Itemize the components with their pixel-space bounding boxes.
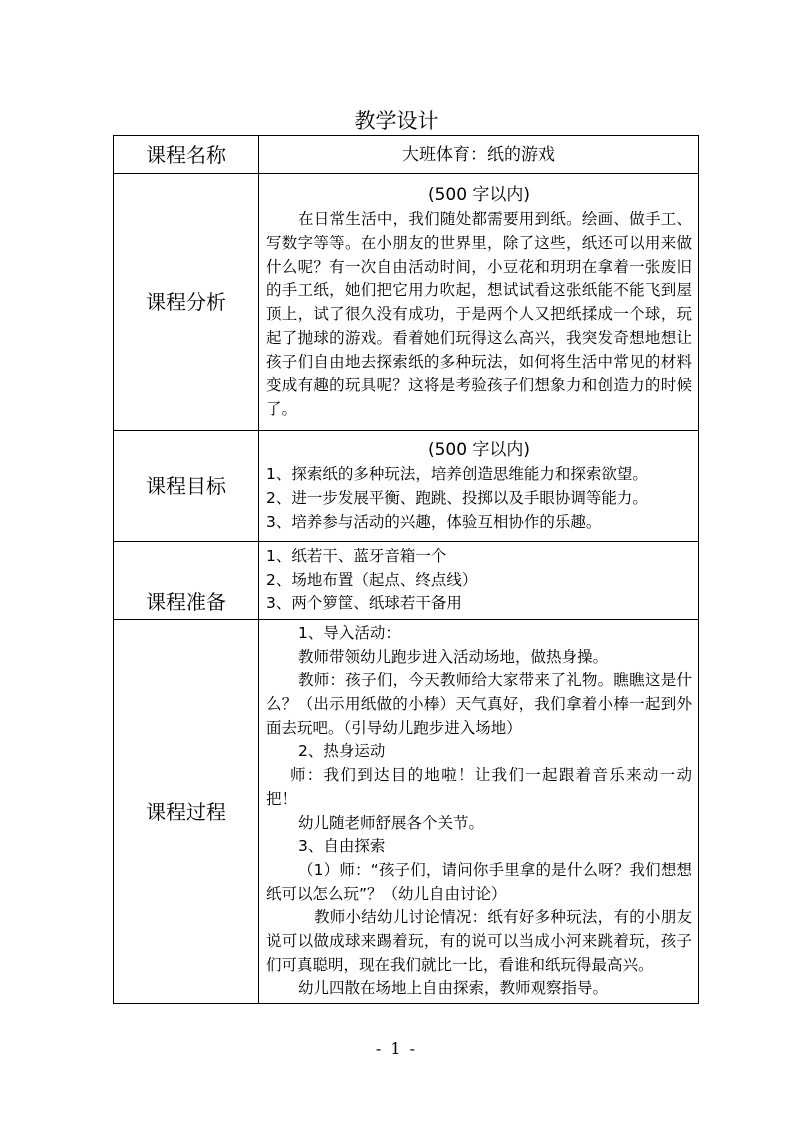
process-line: 幼儿随老师舒展各个关节。: [298, 813, 485, 832]
goal-item: 1、探索纸的多种玩法，培养创造思维能力和探索欲望。: [266, 465, 648, 484]
goals-word-limit: (500 字以内): [427, 440, 531, 461]
course-name-label: 课程名称: [114, 136, 259, 174]
row-course-analysis: [114, 174, 699, 431]
analysis-word-limit: (500 字以内): [427, 185, 531, 206]
course-prep-cell: [259, 542, 699, 620]
process-line: （1）师：“孩子们，请问你手里拿的是什么呀？我们想想纸可以怎么玩”？（幼儿自由讨论）: [266, 860, 692, 903]
course-goals-cell: [259, 431, 699, 542]
course-prep-label: [114, 542, 259, 620]
course-name-text: 大班体育：纸的游戏: [402, 144, 555, 165]
lesson-plan-table: [113, 135, 699, 1004]
prep-item: 2、场地布置（起点、终点线）: [266, 570, 478, 589]
process-line: 教师小结幼儿讨论情况：纸有好多种玩法，有的小朋友说可以做成球来踢着玩，有的说可以当成小河来跳着玩，孩子们可真聪明，现在我们就比一比，看谁和纸玩得最高兴。: [266, 908, 692, 974]
process-heading: 2、热身运动: [298, 742, 386, 761]
document-title: 教学设计: [354, 109, 439, 133]
process-line: 幼儿四散在场地上自由探索，教师观察指导。: [298, 979, 609, 998]
course-prep-label-text: 课程准备: [146, 590, 226, 614]
row-course-name: [114, 136, 699, 174]
process-heading: 1、导入活动：: [298, 623, 401, 642]
course-analysis-label: 课程分析: [114, 174, 259, 431]
process-line: 师：我们到达目的地啦！让我们一起跟着音乐来动一动把！: [266, 766, 692, 808]
row-course-prep: [114, 542, 699, 620]
course-name-value: [259, 136, 699, 174]
page-number: - 1 -: [375, 1039, 418, 1058]
process-line: 教师：孩子们，今天教师给大家带来了礼物。瞧瞧这是什么？（出示用纸做的小棒）天气真好，我们拿着小棒一起到外面去玩吧。（引导幼儿跑步进入场地）: [266, 671, 692, 737]
goal-item: 3、培养参与活动的兴趣，体验互相协作的乐趣。: [266, 512, 602, 531]
prep-item: 3、两个箩筐、纸球若干备用: [266, 594, 462, 613]
row-course-process: [114, 620, 699, 1004]
course-goals-label: 课程目标: [114, 431, 259, 542]
process-line: 教师带领幼儿跑步进入活动场地，做热身操。: [298, 647, 609, 666]
goal-item: 2、进一步发展平衡、跑跳、投掷以及手眼协调等能力。: [266, 489, 648, 508]
process-heading: 3、自由探索: [298, 837, 386, 856]
analysis-paragraph: 在日常生活中，我们随处都需要用到纸。绘画、做手工、写数字等等。在小朋友的世界里，除了这些，纸还可以用来做什么呢？有一次自由活动时间，小豆花和玥玥在拿着一张废旧的手工纸，她们把它用力吹起，想试试看这张纸能不能飞到屋顶上，试了很久没有成功，于是两个人又把纸揉成一个球，玩起了抛球的游戏。看着她们玩得这么高兴，我突发奇想地想让孩子们自由地去探索纸的多种玩法，如何将生活中常见的材料变成有趣的玩具呢？这将是考验孩子们想象力和创造力的时候了。: [266, 210, 692, 418]
course-process-cell: [259, 620, 699, 1004]
row-course-goals: [114, 431, 699, 542]
course-process-label: 课程过程: [114, 620, 259, 1004]
prep-item: 1、纸若干、蓝牙音箱一个: [266, 546, 447, 565]
course-analysis-cell: [259, 174, 699, 431]
